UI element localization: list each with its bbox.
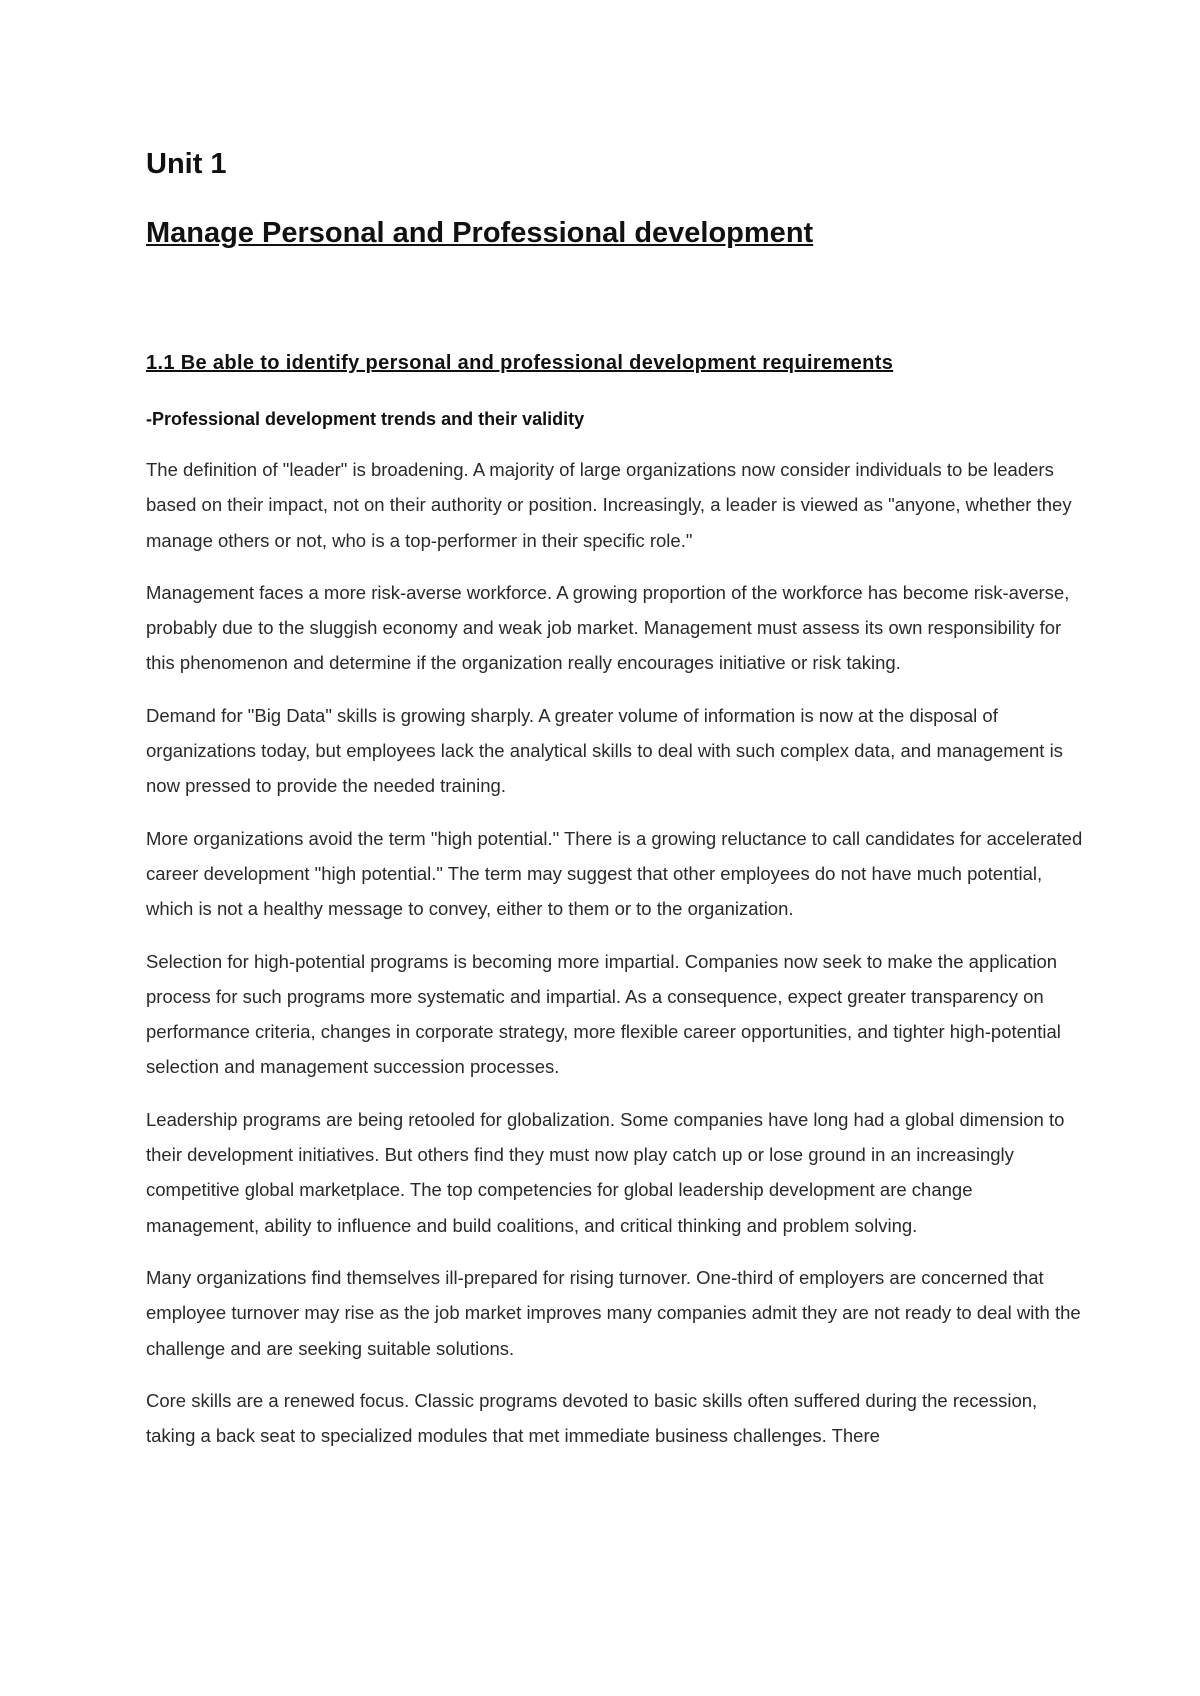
section-heading: 1.1 Be able to identify personal and professional development requirements [146, 352, 894, 374]
subheading: -Professional development trends and their validity [146, 409, 585, 429]
body-text [146, 452, 1086, 1453]
paragraph: Selection for high-potential programs is becoming more impartial. Companies now seek to make the application process for such programs more systematic and impartial. As a consequence, expect greater transparency on performance criteria, changes in corporate strategy, more flexible career opportunities, and tighter high-potential selection and management succession processes. [146, 950, 1061, 1078]
paragraph: Many organizations find themselves ill-prepared for rising turnover. One-third of employers are concerned that employee turnover may rise as the job market improves many companies admit they are not ready to deal with the challenge and are seeking suitable solutions. [146, 1266, 1081, 1359]
paragraph: Core skills are a renewed focus. Classic programs devoted to basic skills often suffered during the recession, taking a back seat to specialized modules that met immediate business challenges. There [146, 1389, 1038, 1447]
paragraph: Management faces a more risk-averse workforce. A growing proportion of the workforce has become risk-averse, probably due to the sluggish economy and weak job market. Management must assess its own responsibility for this phenomenon and determine if the organization really encourages initiative or risk taking. [146, 581, 1070, 674]
document-title: Manage Personal and Professional development [146, 217, 814, 249]
document-content [146, 146, 1086, 1470]
unit-heading: Unit 1 [146, 148, 227, 180]
paragraph: More organizations avoid the term "high potential." There is a growing reluctance to call candidates for accelerated career development "high potential." The term may suggest that other employees do not have much potential, which is not a healthy message to convey, either to them or to the organization. [146, 827, 1083, 920]
paragraph: Demand for "Big Data" skills is growing sharply. A greater volume of information is now at the disposal of organizations today, but employees lack the analytical skills to deal with such complex data, and management is now pressed to provide the needed training. [146, 704, 1063, 797]
paragraph: The definition of "leader" is broadening. A majority of large organizations now consider individuals to be leaders based on their impact, not on their authority or position. Increasingly, a leader is viewed as "anyone, whether they manage others or not, who is a top-performer in their specific role." [146, 459, 1072, 551]
paragraph: Leadership programs are being retooled for globalization. Some companies have long had a global dimension to their development initiatives. But others find they must now play catch up or lose ground in an increasingly competitive global marketplace. The top competencies for global leadership development are change management, ability to influence and build coalitions, and critical thinking and problem solving. [146, 1108, 1065, 1236]
